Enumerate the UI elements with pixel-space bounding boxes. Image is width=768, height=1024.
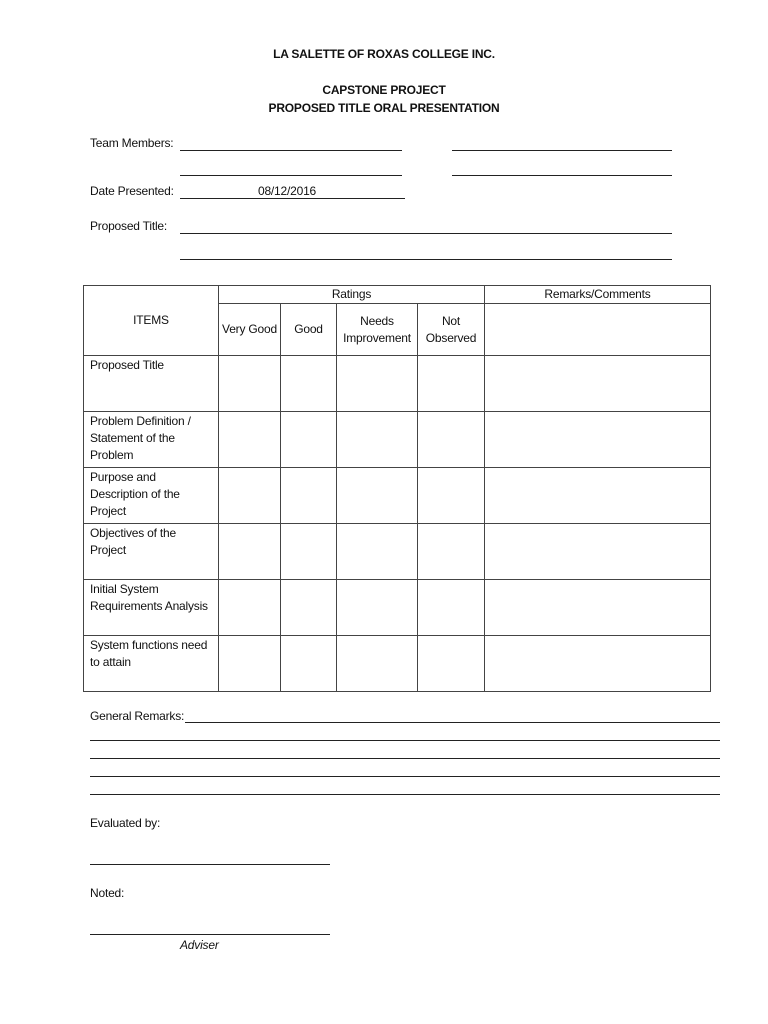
- rating-cell[interactable]: [337, 524, 418, 580]
- team-member-line-3[interactable]: [180, 175, 402, 176]
- item-label: System functions need to attain: [84, 636, 219, 692]
- table-row: [84, 468, 711, 524]
- rating-cell[interactable]: [418, 580, 485, 636]
- rating-cell[interactable]: [281, 636, 337, 692]
- general-remarks-line-1[interactable]: [185, 722, 720, 723]
- rating-cell[interactable]: [418, 412, 485, 468]
- general-remarks-line-4[interactable]: [90, 776, 720, 777]
- team-member-line-2[interactable]: [452, 150, 672, 151]
- rating-needs-improvement-header: Needs Improvement: [337, 304, 418, 356]
- table-row: [84, 580, 711, 636]
- rating-cell[interactable]: [281, 356, 337, 412]
- rating-cell[interactable]: [219, 412, 281, 468]
- general-remarks-line-3[interactable]: [90, 758, 720, 759]
- rating-cell[interactable]: [219, 636, 281, 692]
- item-label: Proposed Title: [84, 356, 219, 412]
- noted-label: Noted:: [90, 886, 125, 900]
- rating-cell[interactable]: [281, 412, 337, 468]
- rating-cell[interactable]: [281, 524, 337, 580]
- rating-cell[interactable]: [337, 580, 418, 636]
- date-presented-line[interactable]: [180, 198, 405, 199]
- table-row: [84, 636, 711, 692]
- rating-cell[interactable]: [418, 524, 485, 580]
- rating-cell[interactable]: [337, 636, 418, 692]
- remarks-cell[interactable]: [485, 412, 711, 468]
- rating-cell[interactable]: [418, 468, 485, 524]
- table-row: [84, 356, 711, 412]
- remarks-cell[interactable]: [485, 468, 711, 524]
- rating-cell[interactable]: [418, 356, 485, 412]
- remarks-cell[interactable]: [485, 580, 711, 636]
- rating-cell[interactable]: [281, 580, 337, 636]
- item-label: Problem Definition / Statement of the Problem: [84, 412, 219, 468]
- rating-cell[interactable]: [219, 580, 281, 636]
- remarks-header: Remarks/Comments: [485, 286, 711, 304]
- item-label: Objectives of the Project: [84, 524, 219, 580]
- remarks-cell[interactable]: [485, 524, 711, 580]
- rating-very-good-header: Very Good: [219, 304, 281, 356]
- date-presented-value: 08/12/2016: [257, 184, 317, 198]
- team-member-line-4[interactable]: [452, 175, 672, 176]
- date-presented-label: Date Presented:: [90, 184, 174, 198]
- noted-signature-line[interactable]: [90, 934, 330, 935]
- rating-not-observed-header: Not Observed: [418, 304, 485, 356]
- evaluated-by-label: Evaluated by:: [90, 816, 161, 830]
- rating-cell[interactable]: [337, 356, 418, 412]
- rating-cell[interactable]: [281, 468, 337, 524]
- proposed-title-label: Proposed Title:: [90, 219, 168, 233]
- item-label: Purpose and Description of the Project: [84, 468, 219, 524]
- general-remarks-label: General Remarks:: [90, 709, 185, 723]
- remarks-subheader-cell: [485, 304, 711, 356]
- team-member-line-1[interactable]: [180, 150, 402, 151]
- remarks-cell[interactable]: [485, 636, 711, 692]
- general-remarks-line-5[interactable]: [90, 794, 720, 795]
- item-label: Initial System Requirements Analysis: [84, 580, 219, 636]
- items-header: ITEMS: [84, 286, 219, 356]
- table-row: [84, 412, 711, 468]
- proposed-title-line-2[interactable]: [180, 259, 672, 260]
- proposed-title-line-1[interactable]: [180, 233, 672, 234]
- rating-cell[interactable]: [337, 468, 418, 524]
- rating-cell[interactable]: [219, 524, 281, 580]
- adviser-label: Adviser: [180, 938, 219, 952]
- evaluated-by-signature-line[interactable]: [90, 864, 330, 865]
- school-name: LA SALETTE OF ROXAS COLLEGE INC.: [273, 47, 495, 61]
- general-remarks-line-2[interactable]: [90, 740, 720, 741]
- remarks-cell[interactable]: [485, 356, 711, 412]
- table-row: [84, 524, 711, 580]
- evaluation-table: [83, 285, 711, 692]
- team-members-label: Team Members:: [90, 136, 174, 150]
- rating-good-header: Good: [281, 304, 337, 356]
- form-title: PROPOSED TITLE ORAL PRESENTATION: [268, 101, 500, 115]
- rating-cell[interactable]: [219, 468, 281, 524]
- rating-cell[interactable]: [418, 636, 485, 692]
- project-heading: CAPSTONE PROJECT: [322, 83, 446, 97]
- rating-cell[interactable]: [337, 412, 418, 468]
- rating-cell[interactable]: [219, 356, 281, 412]
- ratings-header: Ratings: [219, 286, 485, 304]
